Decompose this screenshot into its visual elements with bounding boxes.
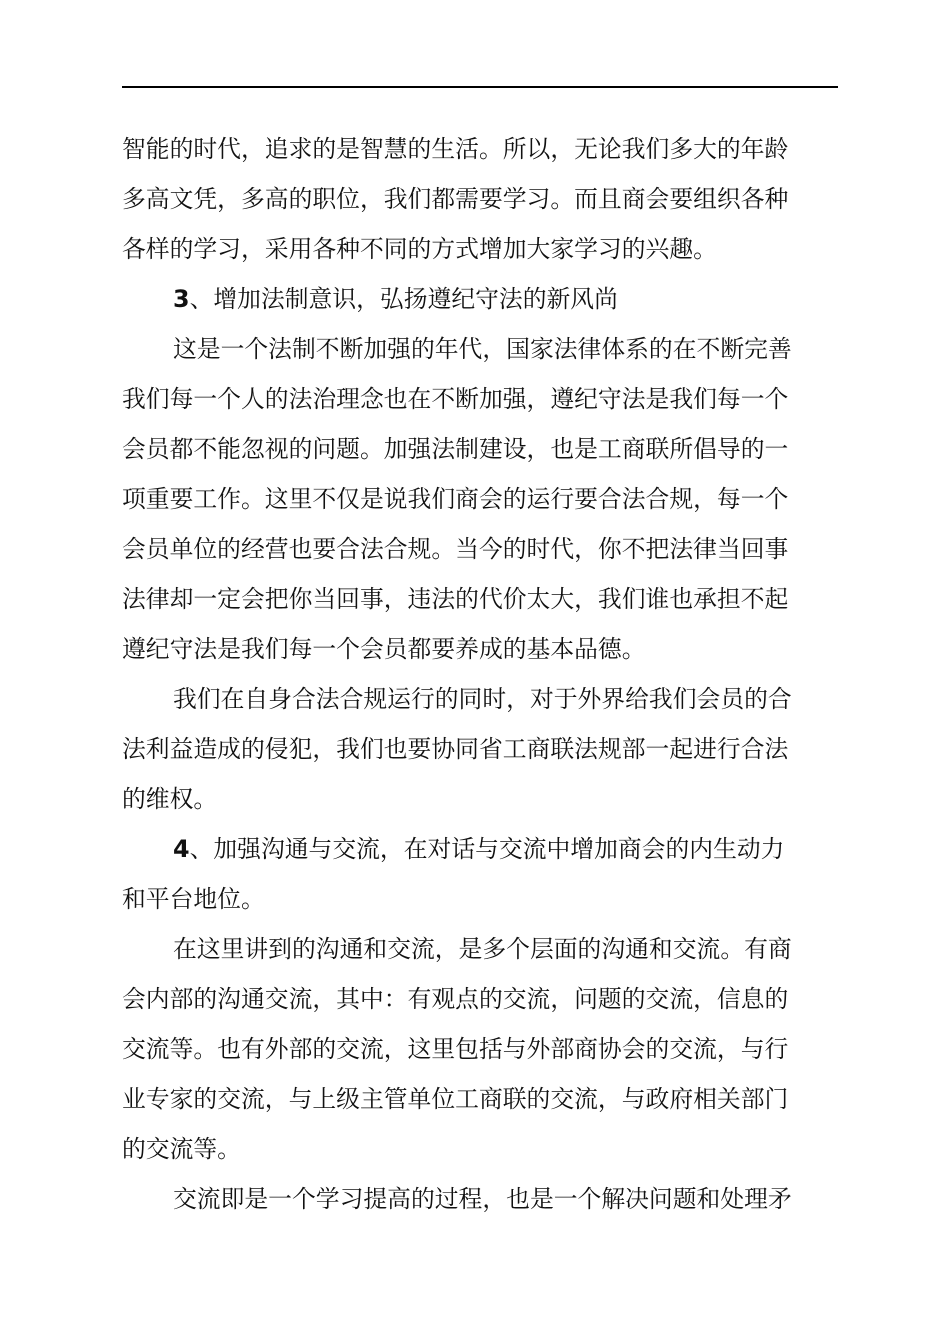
section-number: 3 — [173, 285, 190, 313]
section-number: 4 — [173, 835, 190, 863]
text-line-3: 各样的学习，采用各种不同的方式增加大家学习的兴趣。 — [122, 235, 717, 263]
text-line-18: 会内部的沟通交流，其中：有观点的交流，问题的交流，信息的 — [122, 985, 789, 1013]
text-line-9: 会员单位的经营也要合法合规。当今的时代，你不把法律当回事 — [122, 535, 789, 563]
text-line-5: 这是一个法制不断加强的年代，国家法律体系的在不断完善 — [173, 335, 792, 363]
text-line-11: 遵纪守法是我们每一个会员都要养成的基本品德。 — [122, 635, 646, 663]
text-line-1: 智能的时代，追求的是智慧的生活。所以，无论我们多大的年龄 — [122, 135, 789, 163]
section-heading-3: 3、增加法制意识，弘扬遵纪守法的新风尚 — [173, 285, 618, 313]
text-line-20: 业专家的交流，与上级主管单位工商联的交流，与政府相关部门 — [122, 1085, 789, 1113]
text-line-21: 的交流等。 — [122, 1135, 241, 1163]
text-line-6: 我们每一个人的法治理念也在不断加强，遵纪守法是我们每一个 — [122, 385, 789, 413]
text-line-7: 会员都不能忽视的问题。加强法制建设，也是工商联所倡导的一 — [122, 435, 789, 463]
text-line-19: 交流等。也有外部的交流，这里包括与外部商协会的交流，与行 — [122, 1035, 789, 1063]
text-line-22: 交流即是一个学习提高的过程，也是一个解决问题和处理矛 — [173, 1185, 792, 1213]
text-line-12: 我们在自身合法合规运行的同时，对于外界给我们会员的合 — [173, 685, 792, 713]
section-heading-4: 4、加强沟通与交流，在对话与交流中增加商会的内生动力 — [173, 835, 785, 863]
text-line-8: 项重要工作。这里不仅是说我们商会的运行要合法合规，每一个 — [122, 485, 789, 513]
text-line-13: 法利益造成的侵犯，我们也要协同省工商联法规部一起进行合法 — [122, 735, 789, 763]
header-rule — [122, 86, 838, 88]
text-line-10: 法律却一定会把你当回事，违法的代价太大，我们谁也承担不起 — [122, 585, 789, 613]
text-line-14: 的维权。 — [122, 785, 218, 813]
text-line-17: 在这里讲到的沟通和交流，是多个层面的沟通和交流。有商 — [173, 935, 792, 963]
document-body — [122, 124, 838, 1224]
text-line-16: 和平台地位。 — [122, 885, 265, 913]
text-line-2: 多高文凭，多高的职位，我们都需要学习。而且商会要组织各种 — [122, 185, 789, 213]
